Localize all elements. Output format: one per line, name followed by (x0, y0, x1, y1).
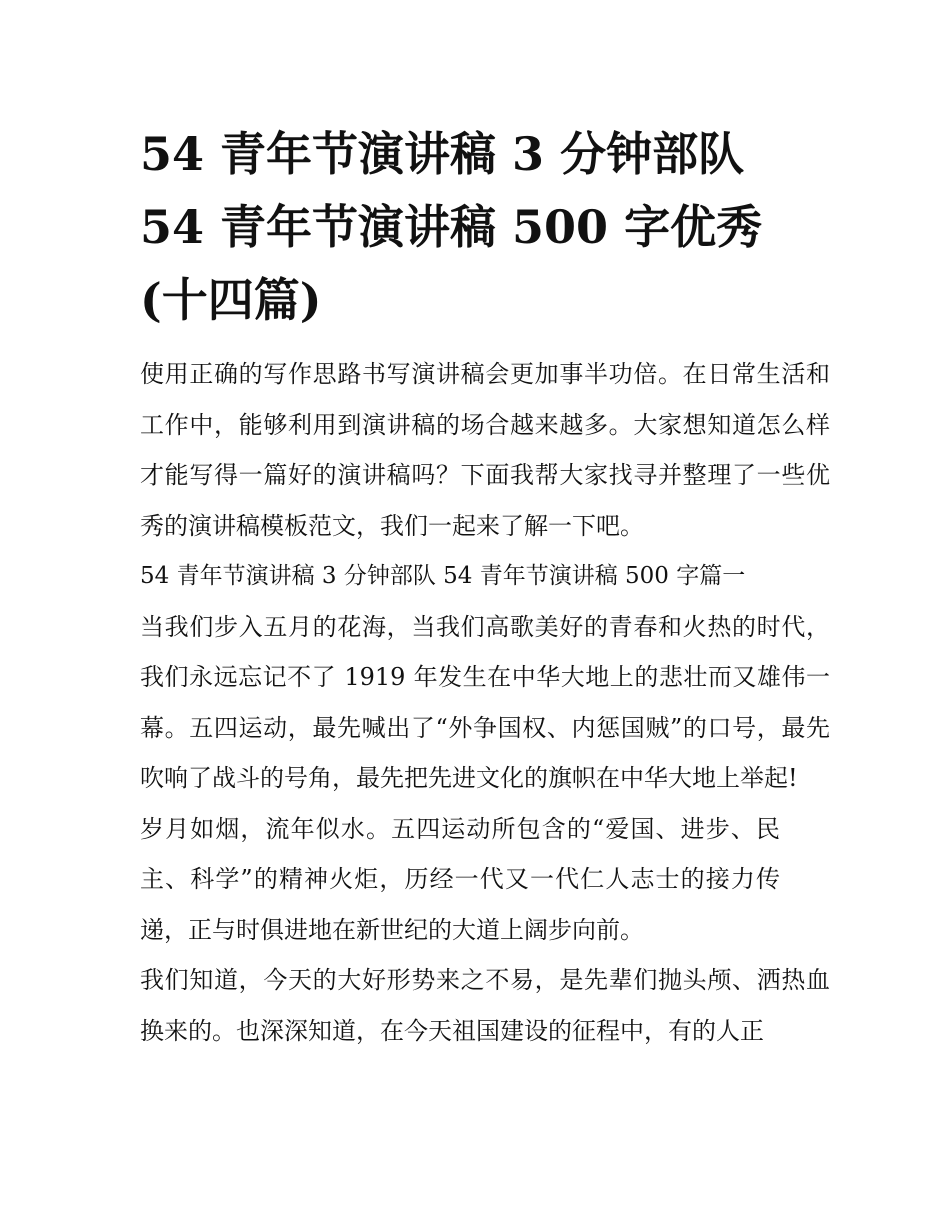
title-line-3: (十四篇) (140, 273, 322, 327)
title-line-2: 54 青年节演讲稿 500 字优秀 (140, 200, 763, 254)
document-title (140, 118, 830, 337)
body-paragraph-1: 当我们步入五月的花海，当我们高歌美好的青春和火热的时代，我们永远忘记不了 1919 年发生在中华大地上的悲壮而又雄伟一幕。五四运动，最先喊出了“外争国权、内惩国贼”的口号，最先吹响了战斗的号角，最先把先进文化的旗帜在中华大地上举起! (140, 612, 830, 792)
document-page (140, 118, 830, 1056)
title-line-1: 54 青年节演讲稿 3 分钟部队 (140, 127, 745, 181)
body-paragraph-3: 我们知道，今天的大好形势来之不易，是先辈们抛头颅、洒热血换来的。也深深知道，在今天祖国建设的征程中，有的人正 (140, 966, 830, 1045)
section-heading: 54 青年节演讲稿 3 分钟部队 54 青年节演讲稿 500 字篇一 (140, 563, 746, 589)
intro-paragraph: 使用正确的写作思路书写演讲稿会更加事半功倍。在日常生活和工作中，能够利用到演讲稿的场合越来越多。大家想知道怎么样才能写得一篇好的演讲稿吗？下面我帮大家找寻并整理了一些优秀的演讲稿模板范文，我们一起来了解一下吧。 (140, 360, 830, 540)
body-paragraph-2: 岁月如烟，流年似水。五四运动所包含的“爱国、进步、民主、科学”的精神火炬，历经一代又一代仁人志士的接力传递，正与时俱进地在新世纪的大道上阔步向前。 (140, 814, 780, 944)
